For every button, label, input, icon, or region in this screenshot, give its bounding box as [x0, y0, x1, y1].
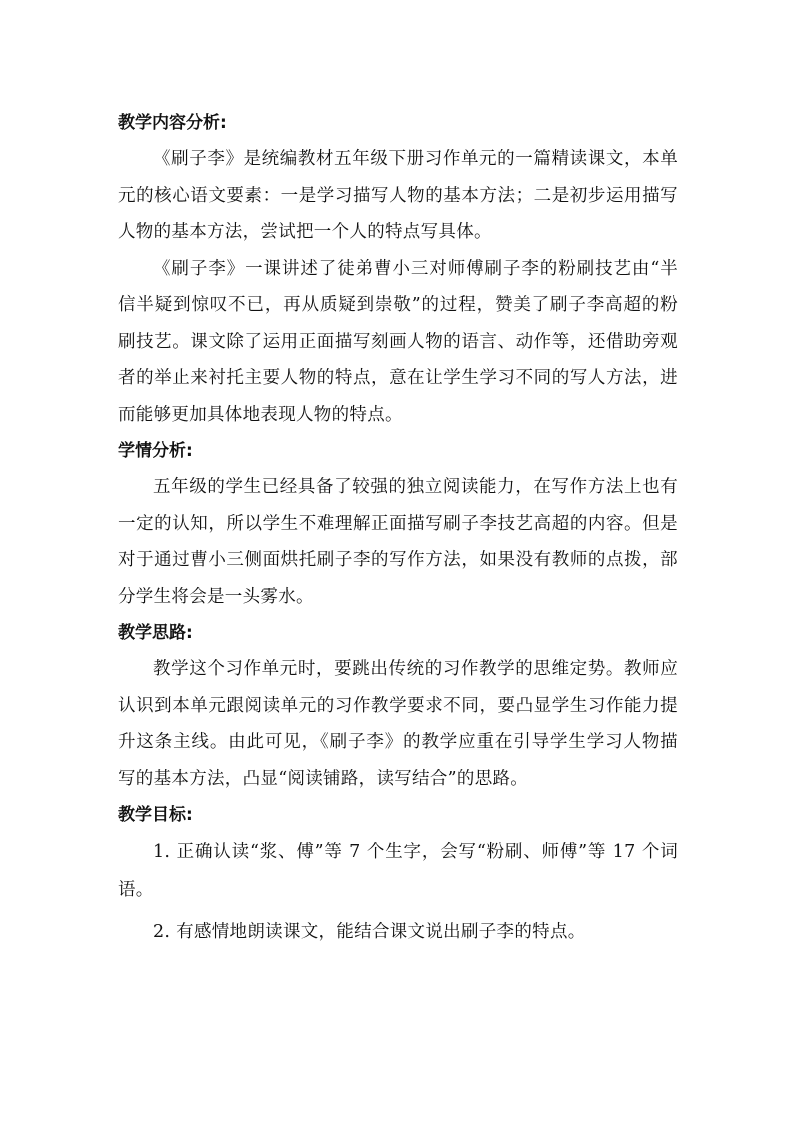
content-analysis-paragraph-2: 《刷子李》一课讲述了徒弟曹小三对师傅刷子李的粉刷技艺由“半信半疑到惊叹不已，再从质疑到崇敬”的过程，赞美了刷子李高超的粉刷技艺。课文除了运用正面描写刻画人物的语言、动作等，还借助旁观者的举止来衬托主要人物的特点，意在让学生学习不同的写人方法，进而能够更加具体地表现人物的特点。	[118, 258, 678, 425]
teaching-goal-item-2: 2. 有感情地朗读课文，能结合课文说出刷子李的特点。	[153, 922, 586, 942]
student-analysis-paragraph-1: 五年级的学生已经具备了较强的独立阅读能力，在写作方法上也有一定的认知，所以学生不难理解正面描写刷子李技艺高超的内容。但是对于通过曹小三侧面烘托刷子李的写作方法，如果没有教师的点拨，部分学生将会是一头雾水。	[118, 477, 678, 607]
section-content-analysis	[118, 105, 678, 433]
teaching-goals-heading: 教学目标:	[118, 805, 193, 825]
content-analysis-heading: 教学内容分析:	[118, 113, 227, 133]
teaching-idea-paragraph-1: 教学这个习作单元时，要跳出传统的习作教学的思维定势。教师应认识到本单元跟阅读单元的习作教学要求不同，要凸显学生习作能力提升这条主线。由此可见，《刷子李》的教学应重在引导学生学习人物描写的基本方法，凸显“阅读铺路，读写结合”的思路。	[118, 659, 678, 789]
content-analysis-paragraph-1: 《刷子李》是统编教材五年级下册习作单元的一篇精读课文，本单元的核心语文要素：一是学习描写人物的基本方法；二是初步运用描写人物的基本方法，尝试把一个人的特点写具体。	[118, 149, 678, 242]
section-teaching-idea	[118, 615, 678, 797]
section-student-analysis	[118, 433, 678, 615]
teaching-idea-heading: 教学思路:	[118, 623, 193, 643]
section-teaching-goals	[118, 797, 678, 951]
document-body	[118, 105, 678, 951]
teaching-goal-item-1: 1. 正确认读“浆、傅”等 7 个生字，会写“粉刷、师傅”等 17 个词语。	[118, 842, 678, 900]
student-analysis-heading: 学情分析:	[118, 441, 193, 461]
